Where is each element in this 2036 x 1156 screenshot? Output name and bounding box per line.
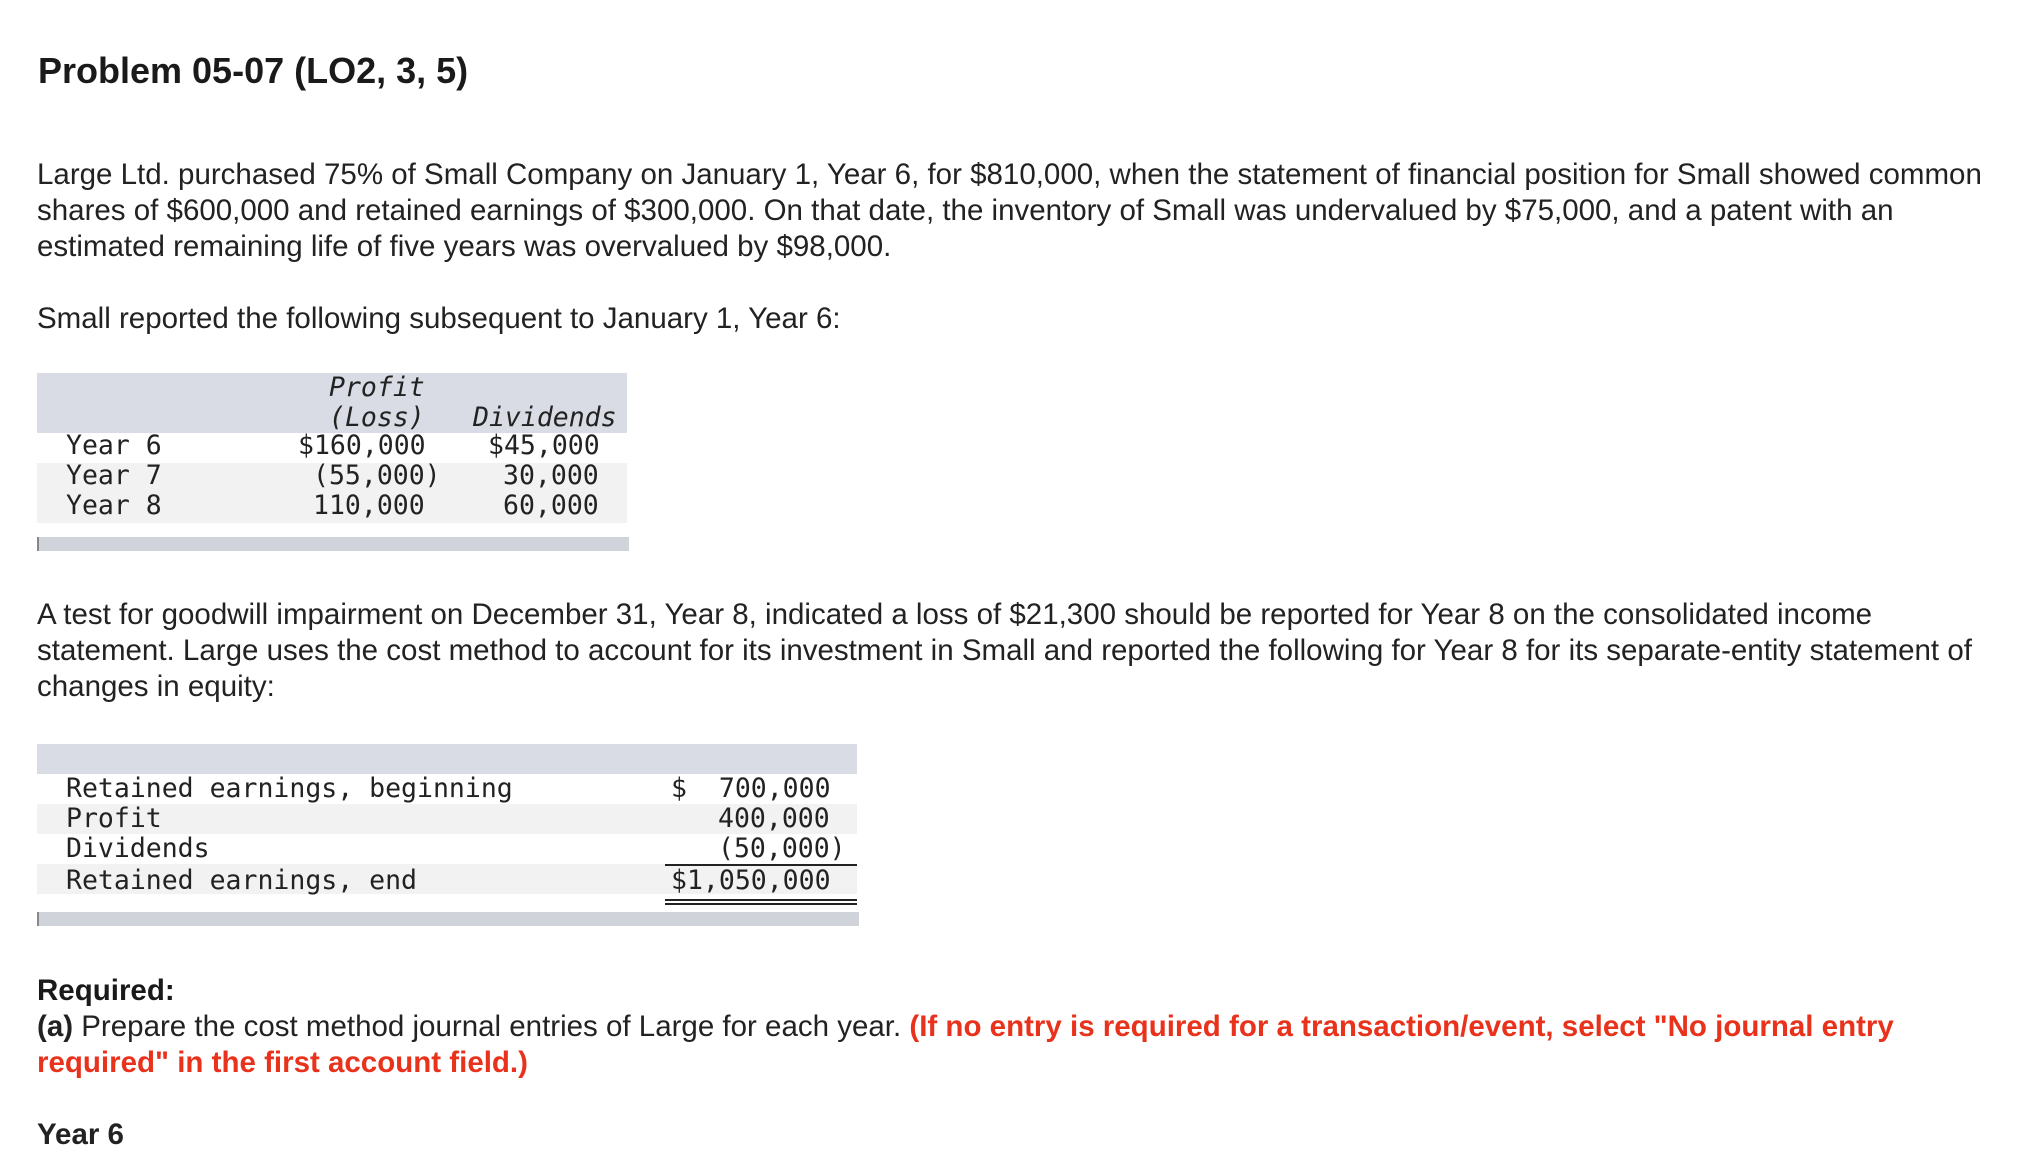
intro-paragraph: Large Ltd. purchased 75% of Small Company on January 1, Year 6, for $810,000, when the statement of financial position for Small showed common shares of $600,000 and retained earnings of $300,000. On that date, the inventory of Small was undervalued by $75,000, and a patent with an estimated remaining life of five years was overvalued by $98,000.	[37, 158, 1982, 263]
table-header-band	[37, 744, 857, 774]
row-profit: $160,000	[298, 430, 426, 461]
total-double-underline	[665, 903, 857, 905]
total-double-underline	[665, 899, 857, 901]
row-value: (50,000)	[718, 833, 846, 864]
row-year: Year 7	[66, 460, 162, 491]
profit-header-line2: (Loss)	[329, 402, 425, 433]
row-value: $ 700,000	[671, 773, 831, 804]
row-dividends: 60,000	[503, 490, 599, 521]
journal-instruction: (If no entry is required for a transaction/event, select "No journal entry required" in the first account field.)	[37, 1010, 1894, 1079]
dividends-header: Dividends	[473, 402, 617, 433]
impairment-paragraph: A test for goodwill impairment on December 31, Year 8, indicated a loss of $21,300 should be reported for Year 8 on the consolidated income statement. Large uses the cost method to account for its investment in Small and reported the following for Year 8 for its separate-entity statement of changes in equity:	[37, 598, 1972, 703]
problem-title: Problem 05-07 (LO2, 3, 5)	[38, 50, 469, 91]
row-profit: 110,000	[313, 490, 425, 521]
row-profit: (55,000)	[313, 460, 441, 491]
row-label: Retained earnings, end	[66, 865, 417, 896]
equity-statement-table	[37, 744, 857, 930]
row-dividends: 30,000	[503, 460, 599, 491]
required-label: Required:	[37, 974, 175, 1007]
row-label: Dividends	[66, 833, 210, 864]
year-heading: Year 6	[37, 1118, 124, 1151]
row-label: Retained earnings, beginning	[66, 773, 513, 804]
table-bottom-bar	[37, 912, 859, 926]
required-section	[37, 973, 1997, 1081]
profit-header-line1: Profit	[329, 372, 425, 403]
row-label: Profit	[66, 803, 162, 834]
small-results-table	[37, 373, 627, 553]
row-year: Year 8	[66, 490, 162, 521]
part-a-text: Prepare the cost method journal entries of Large for each year.	[73, 1010, 910, 1043]
row-dividends: $45,000	[488, 430, 600, 461]
row-value: 400,000	[718, 803, 830, 834]
row-value: $1,050,000	[671, 865, 831, 896]
table-bottom-bar	[37, 537, 629, 551]
row-year: Year 6	[66, 430, 162, 461]
reported-paragraph: Small reported the following subsequent to January 1, Year 6:	[37, 302, 841, 335]
part-a-label: (a)	[37, 1010, 74, 1043]
